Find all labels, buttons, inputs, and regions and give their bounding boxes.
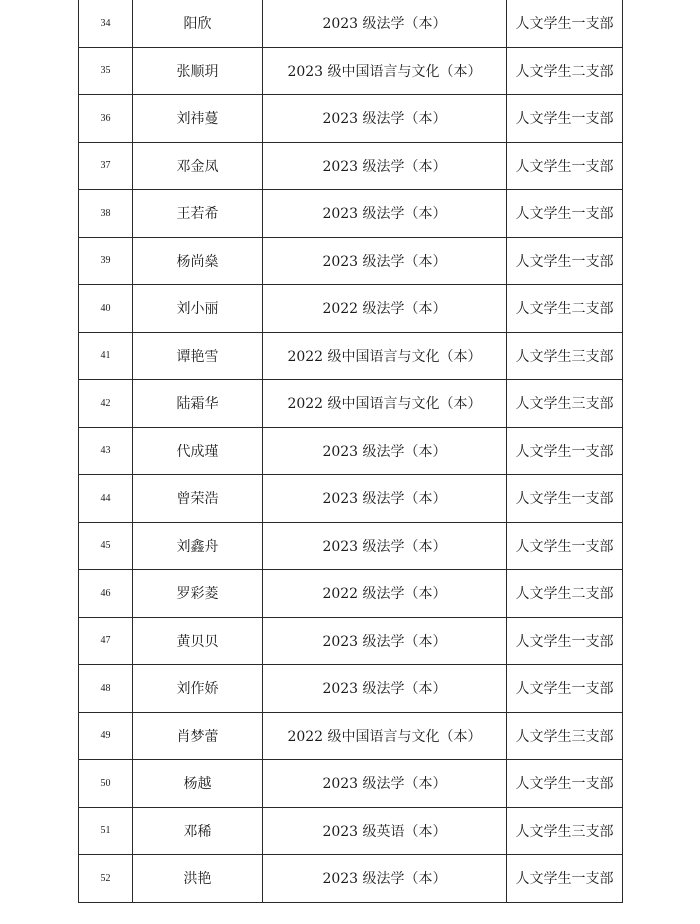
table-row bbox=[79, 855, 623, 903]
party-branch: 人文学生一支部 bbox=[507, 665, 623, 713]
class-name: 2023 级中国语言与文化（本） bbox=[263, 47, 507, 95]
class-name: 2023 级法学（本） bbox=[263, 237, 507, 285]
student-name: 陆霜华 bbox=[133, 380, 263, 428]
table-row bbox=[79, 0, 623, 47]
student-name: 杨尚燊 bbox=[133, 237, 263, 285]
party-branch: 人文学生一支部 bbox=[507, 190, 623, 238]
class-name: 2023 级法学（本） bbox=[263, 855, 507, 903]
student-name: 阳欣 bbox=[133, 0, 263, 47]
student-name: 张顺玥 bbox=[133, 47, 263, 95]
table-row bbox=[79, 760, 623, 808]
row-number: 34 bbox=[79, 0, 133, 47]
class-name: 2023 级英语（本） bbox=[263, 807, 507, 855]
party-branch: 人文学生二支部 bbox=[507, 47, 623, 95]
row-number: 43 bbox=[79, 427, 133, 475]
student-name: 刘祎蔓 bbox=[133, 95, 263, 143]
class-name: 2023 级法学（本） bbox=[263, 427, 507, 475]
student-name: 邓稀 bbox=[133, 807, 263, 855]
student-name: 杨越 bbox=[133, 760, 263, 808]
member-table-body bbox=[79, 0, 623, 902]
student-name: 代成瑾 bbox=[133, 427, 263, 475]
table-row bbox=[79, 190, 623, 238]
student-name: 刘作娇 bbox=[133, 665, 263, 713]
table-row bbox=[79, 142, 623, 190]
row-number: 44 bbox=[79, 475, 133, 523]
class-name: 2022 级中国语言与文化（本） bbox=[263, 380, 507, 428]
party-branch: 人文学生一支部 bbox=[507, 0, 623, 47]
student-name: 罗彩菱 bbox=[133, 570, 263, 618]
row-number: 47 bbox=[79, 617, 133, 665]
party-branch: 人文学生二支部 bbox=[507, 570, 623, 618]
table-row bbox=[79, 617, 623, 665]
row-number: 37 bbox=[79, 142, 133, 190]
row-number: 45 bbox=[79, 522, 133, 570]
member-table bbox=[78, 0, 623, 903]
row-number: 39 bbox=[79, 237, 133, 285]
row-number: 52 bbox=[79, 855, 133, 903]
row-number: 46 bbox=[79, 570, 133, 618]
class-name: 2022 级法学（本） bbox=[263, 285, 507, 333]
party-branch: 人文学生一支部 bbox=[507, 475, 623, 523]
class-name: 2022 级中国语言与文化（本） bbox=[263, 332, 507, 380]
table-row bbox=[79, 47, 623, 95]
class-name: 2023 级法学（本） bbox=[263, 95, 507, 143]
class-name: 2023 级法学（本） bbox=[263, 665, 507, 713]
party-branch: 人文学生二支部 bbox=[507, 285, 623, 333]
student-name: 肖梦蕾 bbox=[133, 712, 263, 760]
table-row bbox=[79, 285, 623, 333]
table-row bbox=[79, 237, 623, 285]
row-number: 50 bbox=[79, 760, 133, 808]
row-number: 42 bbox=[79, 380, 133, 428]
table-row bbox=[79, 427, 623, 475]
student-name: 邓金凤 bbox=[133, 142, 263, 190]
student-name: 谭艳雪 bbox=[133, 332, 263, 380]
row-number: 38 bbox=[79, 190, 133, 238]
table-row bbox=[79, 95, 623, 143]
party-branch: 人文学生一支部 bbox=[507, 522, 623, 570]
party-branch: 人文学生三支部 bbox=[507, 332, 623, 380]
party-branch: 人文学生一支部 bbox=[507, 142, 623, 190]
class-name: 2023 级法学（本） bbox=[263, 142, 507, 190]
class-name: 2023 级法学（本） bbox=[263, 617, 507, 665]
party-branch: 人文学生一支部 bbox=[507, 760, 623, 808]
party-branch: 人文学生三支部 bbox=[507, 380, 623, 428]
student-name: 王若希 bbox=[133, 190, 263, 238]
row-number: 41 bbox=[79, 332, 133, 380]
class-name: 2023 级法学（本） bbox=[263, 0, 507, 47]
row-number: 49 bbox=[79, 712, 133, 760]
table-row bbox=[79, 665, 623, 713]
table-row bbox=[79, 332, 623, 380]
party-branch: 人文学生一支部 bbox=[507, 237, 623, 285]
party-branch: 人文学生一支部 bbox=[507, 617, 623, 665]
party-branch: 人文学生一支部 bbox=[507, 427, 623, 475]
table-row bbox=[79, 807, 623, 855]
party-branch: 人文学生三支部 bbox=[507, 807, 623, 855]
student-name: 曾荣浩 bbox=[133, 475, 263, 523]
student-name: 黄贝贝 bbox=[133, 617, 263, 665]
class-name: 2023 级法学（本） bbox=[263, 522, 507, 570]
party-branch: 人文学生一支部 bbox=[507, 855, 623, 903]
row-number: 35 bbox=[79, 47, 133, 95]
row-number: 51 bbox=[79, 807, 133, 855]
table-row bbox=[79, 475, 623, 523]
row-number: 48 bbox=[79, 665, 133, 713]
table-row bbox=[79, 570, 623, 618]
party-branch: 人文学生三支部 bbox=[507, 712, 623, 760]
table-row bbox=[79, 380, 623, 428]
class-name: 2022 级法学（本） bbox=[263, 570, 507, 618]
row-number: 36 bbox=[79, 95, 133, 143]
class-name: 2023 级法学（本） bbox=[263, 190, 507, 238]
row-number: 40 bbox=[79, 285, 133, 333]
class-name: 2023 级法学（本） bbox=[263, 475, 507, 523]
table-row bbox=[79, 522, 623, 570]
class-name: 2023 级法学（本） bbox=[263, 760, 507, 808]
class-name: 2022 级中国语言与文化（本） bbox=[263, 712, 507, 760]
student-name: 洪艳 bbox=[133, 855, 263, 903]
student-name: 刘小丽 bbox=[133, 285, 263, 333]
table-row bbox=[79, 712, 623, 760]
party-branch: 人文学生一支部 bbox=[507, 95, 623, 143]
student-name: 刘鑫舟 bbox=[133, 522, 263, 570]
